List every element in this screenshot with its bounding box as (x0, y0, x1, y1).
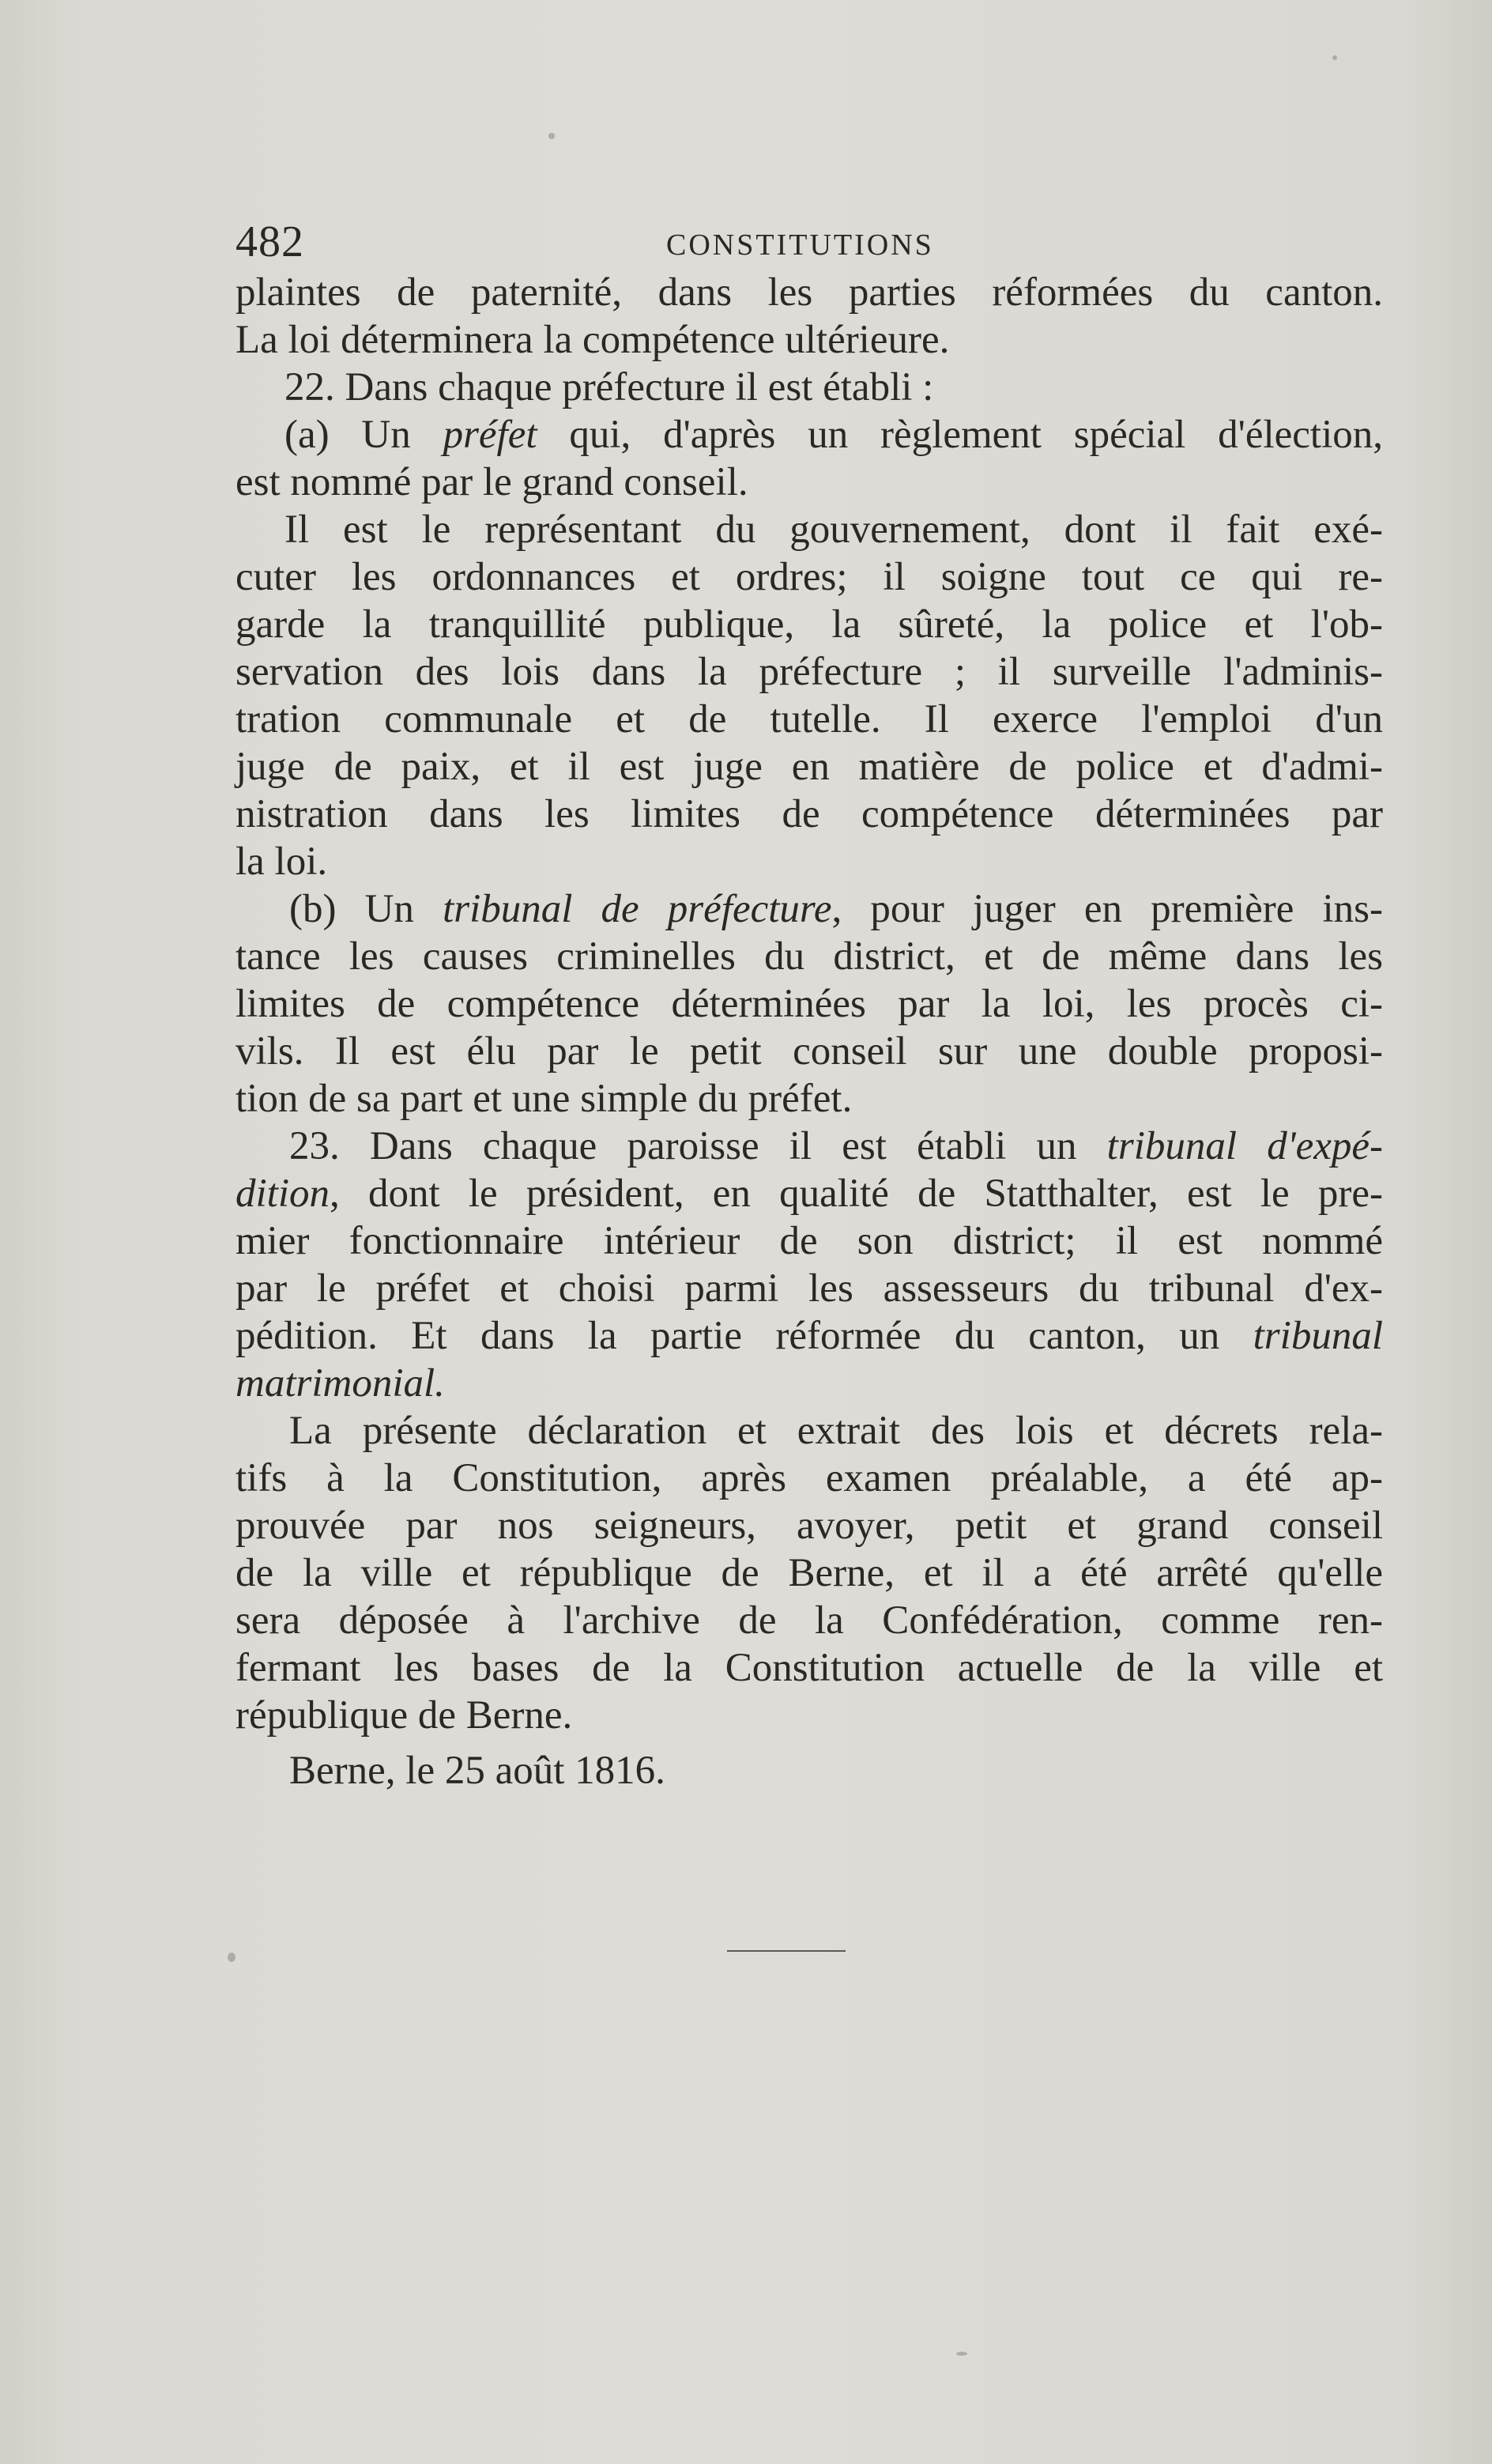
text-line: cuter les ordonnances et ordres; il soigne tout ce qui re- (235, 555, 1383, 599)
text-line: tance les causes criminelles du district, et de même dans les (235, 934, 1383, 979)
text-line: servation des lois dans la préfecture ; il surveille l'adminis- (235, 650, 1383, 694)
text-line: dition, dont le président, en qualité de Statthalter, est le pre- (235, 1172, 1383, 1216)
text-line: 22. Dans chaque préfecture il est établi : (284, 365, 934, 409)
text-line: par le préfet et choisi parmi les assesseurs du tribunal d'ex- (235, 1266, 1383, 1311)
text-line: fermant les bases de la Constitution actuelle de la ville et (235, 1646, 1383, 1690)
closing-date: Berne, le 25 août 1816. (289, 1749, 665, 1793)
text-line: Il est le représentant du gouvernement, dont il fait exé- (284, 508, 1383, 552)
text-line: est nommé par le grand conseil. (235, 460, 748, 504)
text-line: pédition. Et dans la partie réformée du canton, un tribunal (235, 1314, 1383, 1358)
text-line: La loi déterminera la compétence ultérieure. (235, 318, 950, 362)
text-line: la loi. (235, 840, 328, 884)
text-line: vils. Il est élu par le petit conseil sur une double proposi- (235, 1029, 1383, 1074)
text-line: tion de sa part et une simple du préfet. (235, 1077, 853, 1121)
page-header (235, 213, 1383, 277)
text-line: La présente déclaration et extrait des lois et décrets rela- (289, 1409, 1383, 1453)
text-line: nistration dans les limites de compétence déterminées par (235, 792, 1383, 836)
paper-speck (956, 2352, 967, 2356)
text-line: limites de compétence déterminées par la loi, les procès ci- (235, 982, 1383, 1026)
text-line: garde la tranquillité publique, la sûreté, la police et l'ob- (235, 602, 1383, 647)
text-line: (b) Un tribunal de préfecture, pour juger en première ins- (289, 887, 1383, 931)
text-line: république de Berne. (235, 1693, 573, 1738)
paper-speck (228, 1953, 235, 1962)
text-line: prouvée par nos seigneurs, avoyer, petit et grand conseil (235, 1504, 1383, 1548)
paper-speck (1332, 55, 1337, 60)
text-line: tifs à la Constitution, après examen préalable, a été ap- (235, 1456, 1383, 1500)
text-line: juge de paix, et il est juge en matière de police et d'admi- (235, 745, 1383, 789)
text-line: (a) Un préfet qui, d'après un règlement spécial d'élection, (284, 413, 1384, 457)
text-line: de la ville et république de Berne, et il a été arrêté qu'elle (235, 1551, 1383, 1595)
page-number: 482 (235, 217, 304, 266)
text-line: plaintes de paternité, dans les parties réformées du canton. (235, 270, 1383, 315)
text-line: 23. Dans chaque paroisse il est établi un tribunal d'expé- (289, 1124, 1383, 1168)
closing-rule (727, 1950, 846, 1952)
text-line: matrimonial. (235, 1361, 445, 1406)
text-line: sera déposée à l'archive de la Confédération, comme ren- (235, 1598, 1383, 1643)
body-text (235, 269, 1383, 1794)
paper-speck (548, 133, 555, 139)
text-line: mier fonctionnaire intérieur de son district; il est nommé (235, 1219, 1383, 1263)
running-head: CONSTITUTIONS (666, 228, 934, 262)
text-line: tration communale et de tutelle. Il exerce l'emploi d'un (235, 697, 1383, 741)
